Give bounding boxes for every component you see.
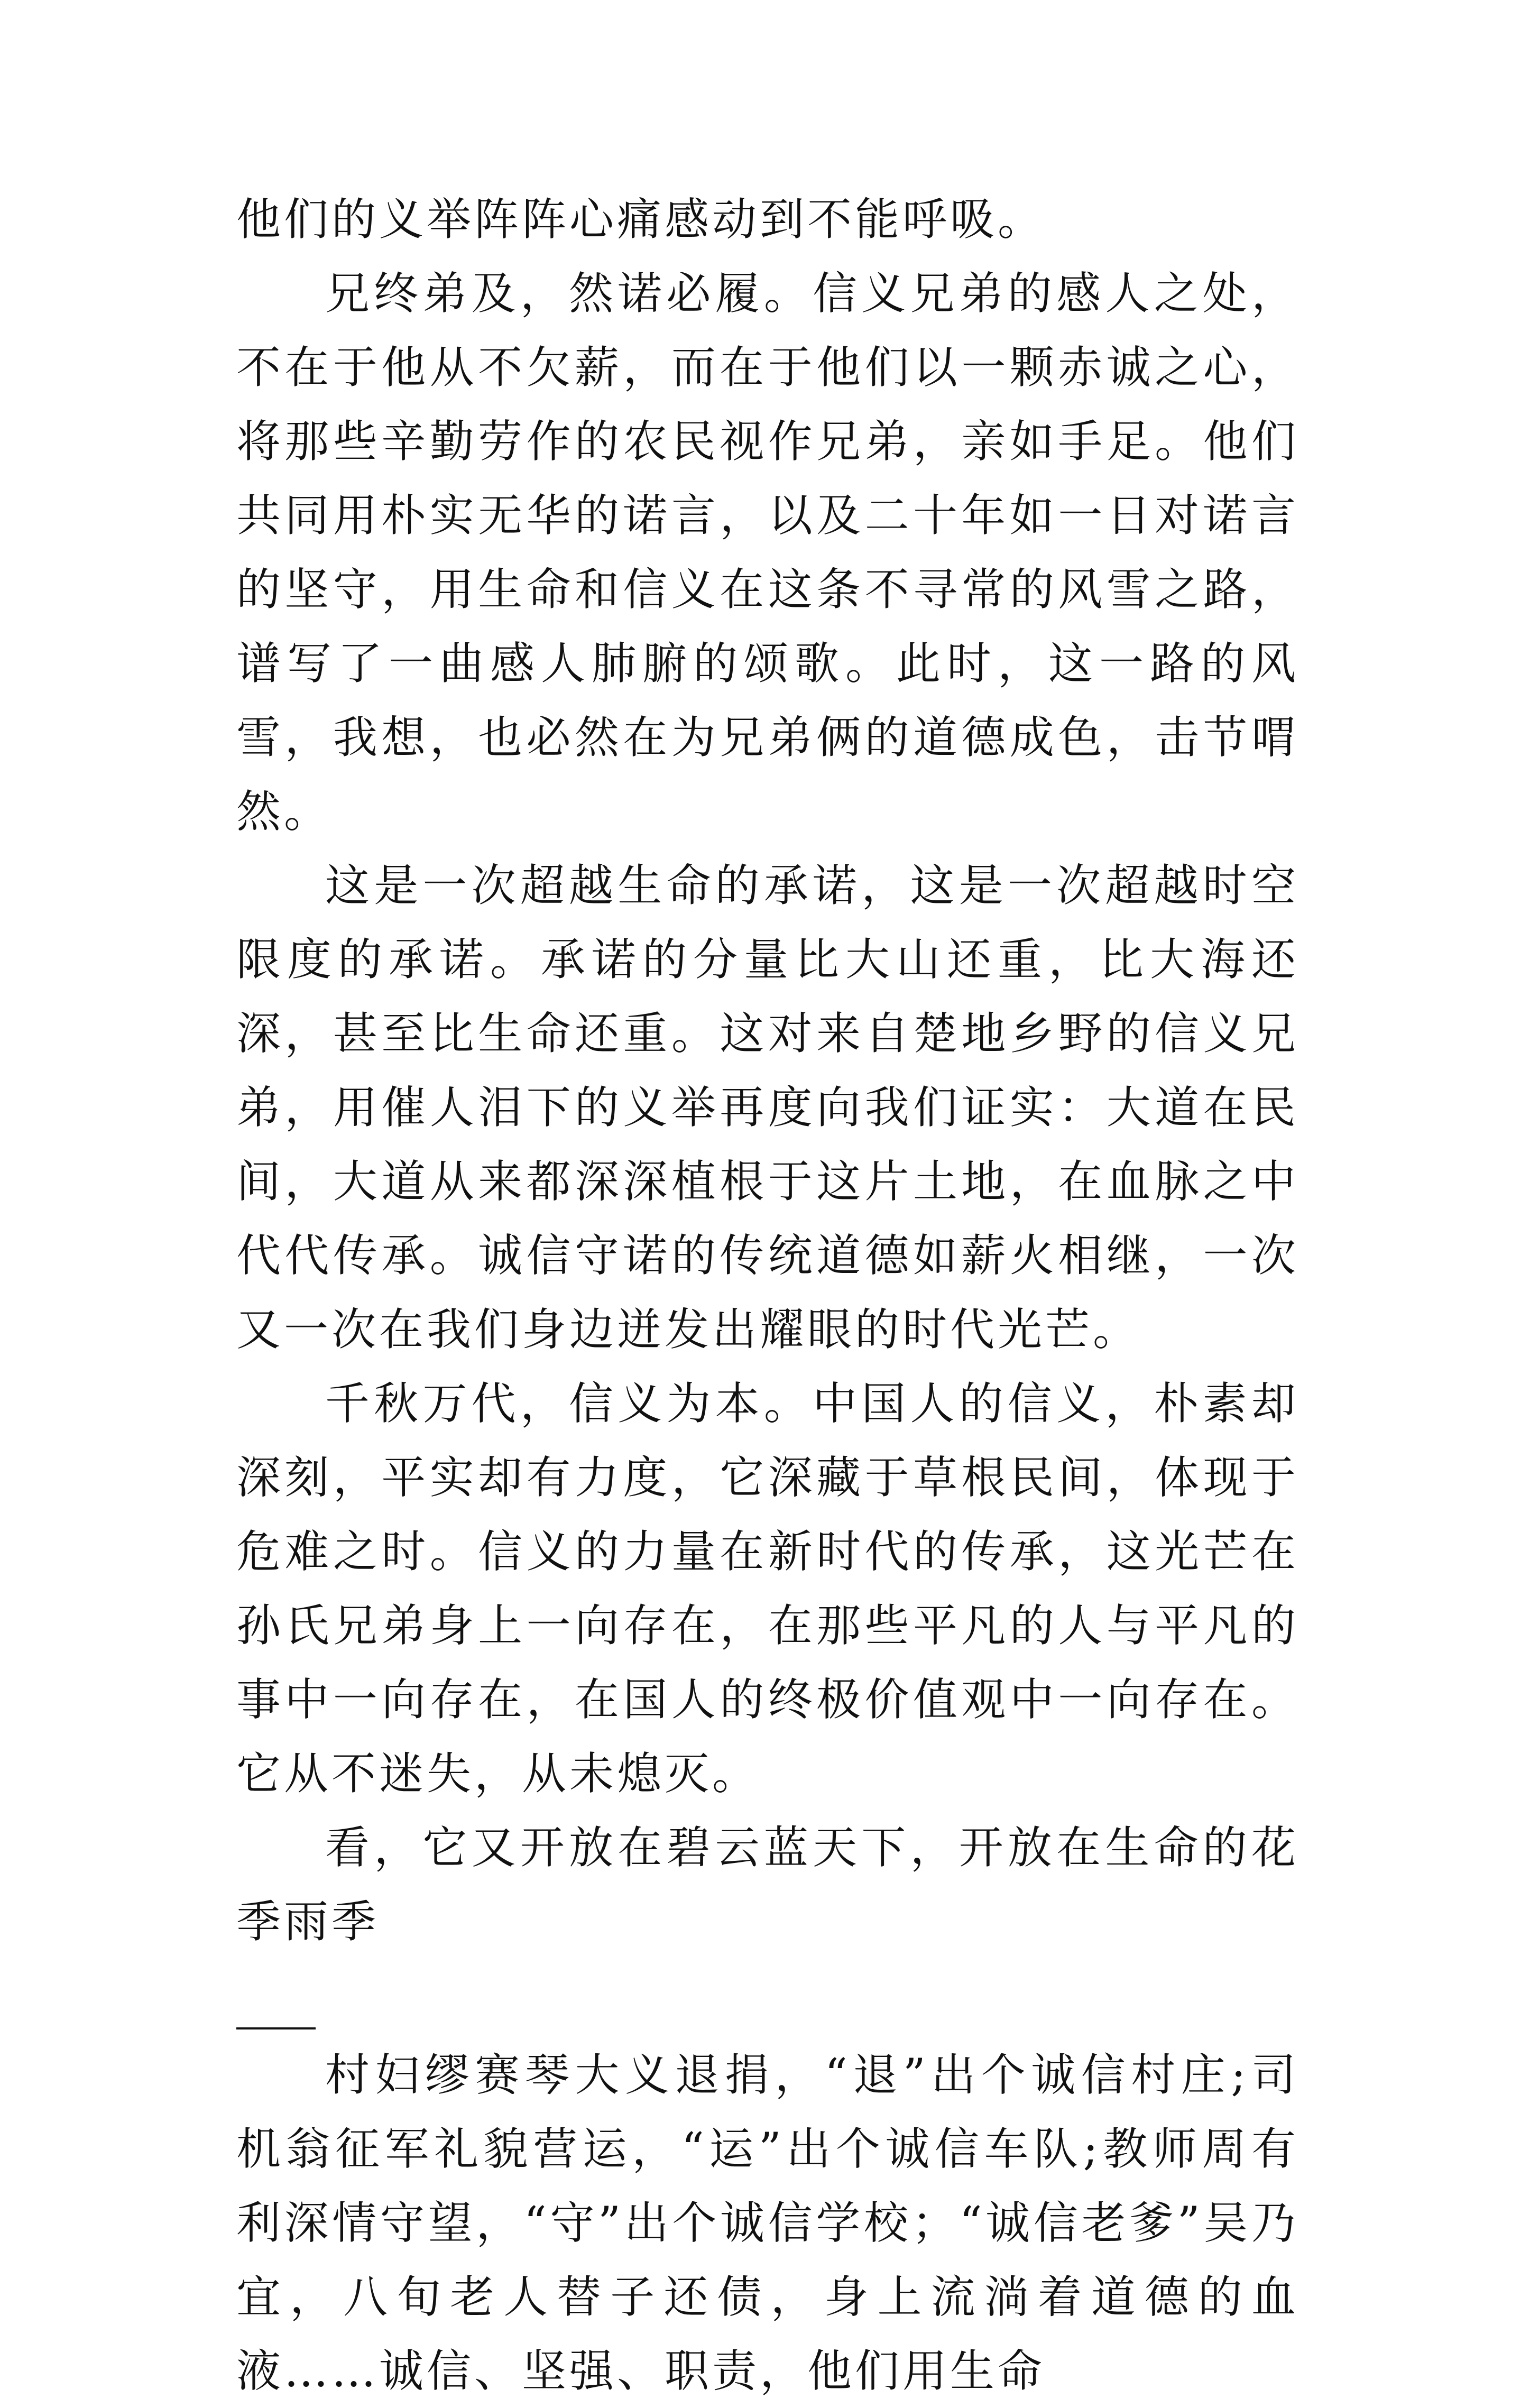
document-body: [236, 182, 1299, 2408]
paragraph-faith-foundation: 千秋万代，信义为本。中国人的信义，朴素却深刻，平实却有力度，它深藏于草根民间，体现于危难之时。信义的力量在新时代的传承，这光芒在孙氏兄弟身上一向存在，在那些平凡的人与平凡的事中一向存在，在国人的终极价值观中一向存在。它从不迷失，从未熄灭。: [236, 1378, 1299, 1800]
em-dash-rule: [236, 2027, 316, 2029]
paragraph-continued: 他们的义举阵阵心痛感动到不能呼吸。: [236, 193, 1046, 245]
em-dash-line: [236, 1959, 1299, 2038]
paragraph-blooming: 看，它又开放在碧云蓝天下，开放在生命的花季雨季: [236, 1822, 1299, 1948]
paragraph-beyond-life: 这是一次超越生命的承诺，这是一次超越时空限度的承诺。承诺的分量比大山还重，比大海还深，甚至比生命还重。这对来自楚地乡野的信义兄弟，用催人泪下的义举再度向我们证实：大道在民间，大道从来都深深植根于这片土地，在血脉之中代代传承。诚信守诺的传统道德如薪火相继，一次又一次在我们身边迸发出耀眼的时代光芒。: [236, 860, 1299, 1355]
paragraph-examples: 村妇缪赛琴大义退捐，“退”出个诚信村庄;司机翁征军礼貌营运，“运”出个诚信车队;教师周有利深情守望，“守”出个诚信学校；“诚信老爹”吴乃宜，八旬老人替子还债，身上流淌着道德的血液……诚信、坚强、职责，他们用生命: [236, 2049, 1299, 2397]
paragraph-brothers-promise: 兄终弟及，然诺必履。信义兄弟的感人之处，不在于他从不欠薪，而在于他们以一颗赤诚之心，将那些辛勤劳作的农民视作兄弟，亲如手足。他们共同用朴实无华的诺言，以及二十年如一日对诺言的坚守，用生命和信义在这条不寻常的风雪之路，谱写了一曲感人肺腑的颂歌。此时，这一路的风雪，我想，也必然在为兄弟俩的道德成色，击节喟然。: [236, 267, 1299, 837]
